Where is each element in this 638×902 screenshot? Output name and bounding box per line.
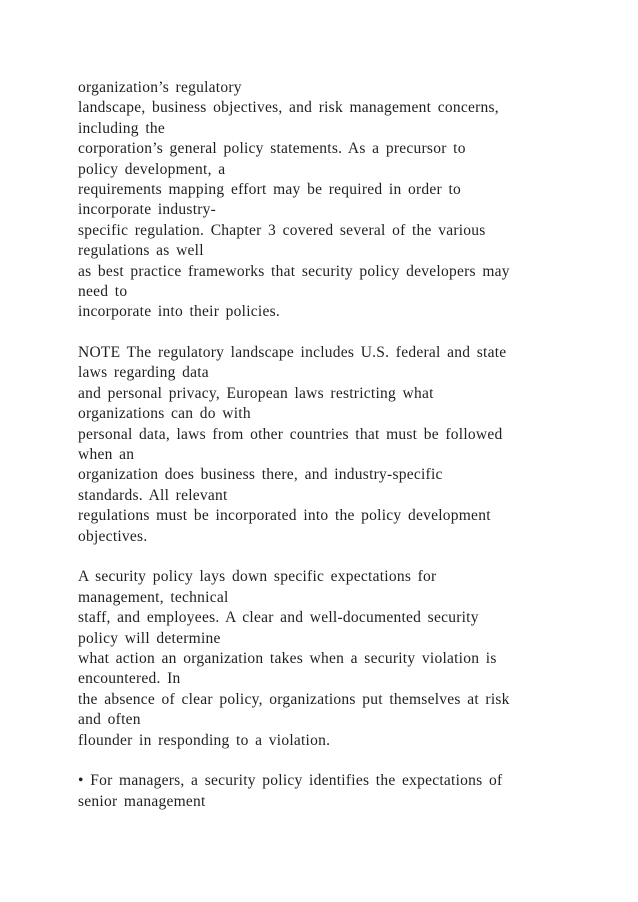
text-line: as best practice frameworks that security policy developers may <box>78 262 510 280</box>
text-line: staff, and employees. A clear and well-documented security <box>78 609 479 627</box>
text-line: regulations as well <box>78 242 204 260</box>
text-line: the absence of clear policy, organizations put themselves at risk <box>78 690 510 708</box>
text-line: • For managers, a security policy identifies the expectations of <box>78 772 503 790</box>
text-line: objectives. <box>78 527 148 545</box>
paragraph-note <box>78 343 618 547</box>
text-line: organization does business there, and industry-specific <box>78 466 443 484</box>
text-line: organizations can do with <box>78 405 251 423</box>
paragraph-regulatory-landscape <box>78 78 618 323</box>
text-line: corporation’s general policy statements. As a precursor to <box>78 140 466 158</box>
text-line: policy development, a <box>78 160 226 178</box>
text-line: incorporate industry- <box>78 201 217 219</box>
text-line: senior management <box>78 792 206 810</box>
document-body <box>78 78 618 832</box>
text-line: landscape, business objectives, and risk management concerns, <box>78 99 499 117</box>
text-line: management, technical <box>78 588 229 606</box>
text-line: specific regulation. Chapter 3 covered several of the various <box>78 221 486 239</box>
text-line: organization’s regulatory <box>78 79 242 96</box>
text-line: regulations must be incorporated into the policy development <box>78 507 491 525</box>
text-line: requirements mapping effort may be required in order to <box>78 180 462 198</box>
text-line: need to <box>78 282 128 300</box>
text-line: policy will determine <box>78 629 221 647</box>
text-line: flounder in responding to a violation. <box>78 731 331 749</box>
text-line: NOTE The regulatory landscape includes U.S. federal and state <box>78 344 507 362</box>
bullet-item-managers <box>78 771 618 812</box>
text-line: A security policy lays down specific expectations for <box>78 568 437 586</box>
text-line: and personal privacy, European laws restricting what <box>78 384 434 402</box>
text-line: when an <box>78 446 135 464</box>
text-line: encountered. In <box>78 670 181 688</box>
text-line: including the <box>78 119 166 137</box>
text-line: incorporate into their policies. <box>78 303 281 321</box>
text-line: what action an organization takes when a security violation is <box>78 649 497 667</box>
paragraph-security-policy <box>78 567 618 751</box>
text-line: laws regarding data <box>78 364 209 382</box>
text-line: standards. All relevant <box>78 486 228 504</box>
text-line: personal data, laws from other countries that must be followed <box>78 425 503 443</box>
text-line: and often <box>78 711 141 729</box>
